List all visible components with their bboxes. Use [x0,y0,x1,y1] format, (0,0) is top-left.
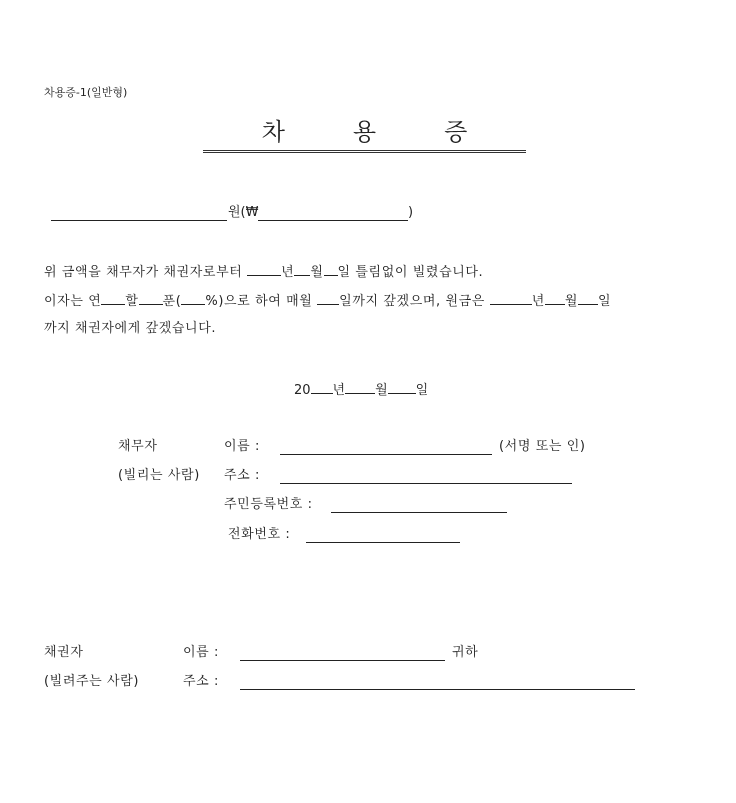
p1-year-blank[interactable] [247,263,281,276]
paragraph-1 [44,263,483,281]
title-char-2: 용 [352,118,377,146]
amount-close-paren: ) [408,205,414,220]
p2-text-b: 할 [125,294,139,309]
debtor-id-label: 주민등록번호 : [224,497,313,512]
signing-date [294,381,428,399]
date-year-blank[interactable] [311,381,333,394]
paragraph-3: 까지 채권자에게 갚겠습니다. [44,321,217,336]
p1-day-blank[interactable] [324,263,338,276]
debtor-id-blank[interactable] [331,512,507,513]
date-month-blank[interactable] [345,381,375,394]
paragraph-2 [44,292,611,310]
title-underline-top [203,150,526,151]
creditor-role-sub: (빌려주는 사람) [44,674,140,689]
p2-rate-10-blank[interactable] [101,292,125,305]
creditor-role-label: 채권자 [44,645,84,660]
p1-text-d: 일 틀림없이 빌렸습니다. [337,265,484,280]
p2-year-label: 년 [531,294,545,309]
p2-day-label: 일 [598,294,612,309]
amount-korean-blank[interactable] [51,220,227,221]
date-day-blank[interactable] [388,381,416,394]
p1-month-blank[interactable] [294,263,310,276]
creditor-honorific: 귀하 [452,645,479,660]
p2-monthly-day-blank[interactable] [317,292,339,305]
date-day-label: 일 [415,383,429,398]
debtor-role-label: 채무자 [118,439,158,454]
date-prefix: 20 [294,383,311,398]
p1-year-label: 년 [281,265,295,280]
p2-day-blank[interactable] [578,292,598,305]
creditor-address-label: 주소 : [183,674,220,689]
title-char-1: 차 [261,118,285,146]
form-id-label: 차용증-1(일반형) [44,86,128,99]
date-month-label: 월 [375,383,388,398]
creditor-name-blank[interactable] [240,660,445,661]
title-char-3: 증 [444,118,468,146]
p2-rate-1-blank[interactable] [139,292,163,305]
creditor-name-label: 이름 : [183,645,220,660]
debtor-name-label: 이름 : [224,439,261,454]
p2-month-blank[interactable] [545,292,565,305]
p2-month-label: 월 [564,294,579,309]
date-year-label: 년 [332,383,346,398]
debtor-role-sub: (빌리는 사람) [118,468,200,483]
debtor-phone-label: 전화번호 : [228,527,291,542]
title-underline-bottom [203,152,526,153]
p2-year-blank[interactable] [490,292,532,305]
debtor-name-blank[interactable] [280,454,492,455]
debtor-signature-note: (서명 또는 인) [499,439,586,454]
p2-percent-blank[interactable] [181,292,205,305]
p2-text-a: 이자는 연 [44,294,102,309]
p1-text-a: 위 금액을 채무자가 채권자로부터 [44,265,243,280]
amount-number-blank[interactable] [258,220,408,221]
creditor-address-blank[interactable] [240,689,635,690]
amount-won-label: 원(₩ [228,205,259,220]
debtor-address-label: 주소 : [224,468,261,483]
p2-text-c: 푼( [162,294,182,309]
p2-text-e: 일까지 갚겠으며, 원금은 [339,294,485,309]
p1-month-label: 월 [310,265,324,280]
document-title [203,118,526,146]
p2-text-d: %)으로 하여 매월 [205,294,313,309]
debtor-address-blank[interactable] [280,483,572,484]
debtor-phone-blank[interactable] [306,542,460,543]
